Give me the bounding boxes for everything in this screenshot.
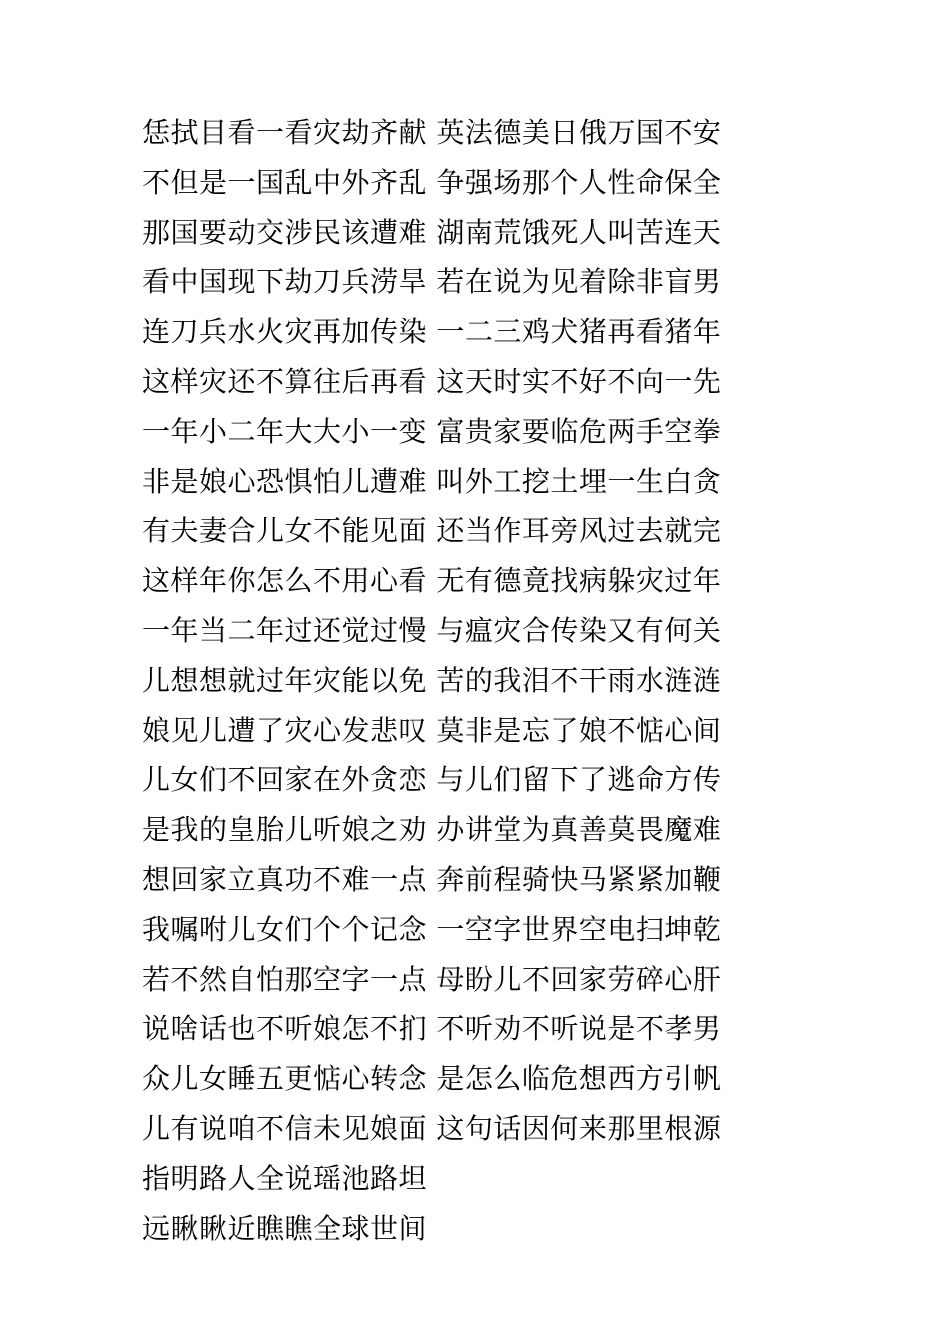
text-line: 一年小二年大大小一变 富贵家要临危两手空拳 <box>142 414 722 448</box>
poem-text-block <box>142 108 782 1253</box>
text-line: 我嘱咐儿女们个个记念 一空字世界空电扫坤乾 <box>142 912 722 946</box>
text-line: 恁拭目看一看灾劫齐献 英法德美日俄万国不安 <box>142 116 722 149</box>
text-line: 有夫妻合儿女不能见面 还当作耳旁风过去就完 <box>142 514 722 548</box>
text-line: 娘见儿遭了灾心发悲叹 莫非是忘了娘不惦心间 <box>142 713 722 747</box>
text-line: 这样灾还不算往后再看 这天时实不好不向一先 <box>142 364 722 398</box>
text-line: 连刀兵水火灾再加传染 一二三鸡犬猪再看猪年 <box>142 315 722 349</box>
text-line: 指明路人全说瑶池路坦 <box>142 1161 428 1195</box>
text-line: 是我的皇胎儿听娘之劝 办讲堂为真善莫畏魔难 <box>142 813 722 847</box>
text-line: 非是娘心恐惧怕儿遭难 叫外工挖土埋一生白贪 <box>142 464 722 498</box>
text-line: 说啥话也不听娘怎不扪 不听劝不听说是不孝男 <box>142 1012 722 1046</box>
text-line: 众儿女睡五更惦心转念 是怎么临危想西方引帆 <box>142 1062 722 1096</box>
text-line: 这样年你怎么不用心看 无有德竟找病躲灾过年 <box>142 564 722 598</box>
text-line: 想回家立真功不难一点 奔前程骑快马紧紧加鞭 <box>142 862 722 896</box>
text-line: 一年当二年过还觉过慢 与瘟灾合传染又有何关 <box>142 613 722 647</box>
text-line: 若不然自怕那空字一点 母盼儿不回家劳碎心肝 <box>142 962 722 996</box>
text-line: 那国要动交涉民该遭难 湖南荒饿死人叫苦连天 <box>142 215 722 249</box>
text-line: 儿想想就过年灾能以免 苦的我泪不干雨水涟涟 <box>142 663 722 697</box>
text-line: 儿女们不回家在外贪恋 与儿们留下了逃命方传 <box>142 763 722 797</box>
text-line: 儿有说咱不信未见娘面 这句话因何来那里根源 <box>142 1111 722 1145</box>
text-line: 远瞅瞅近瞧瞧全球世间 <box>142 1211 428 1245</box>
text-line: 不但是一国乱中外齐乱 争强场那个人性命保全 <box>142 165 722 199</box>
text-line: 看中国现下劫刀兵涝旱 若在说为见着除非盲男 <box>142 265 722 299</box>
